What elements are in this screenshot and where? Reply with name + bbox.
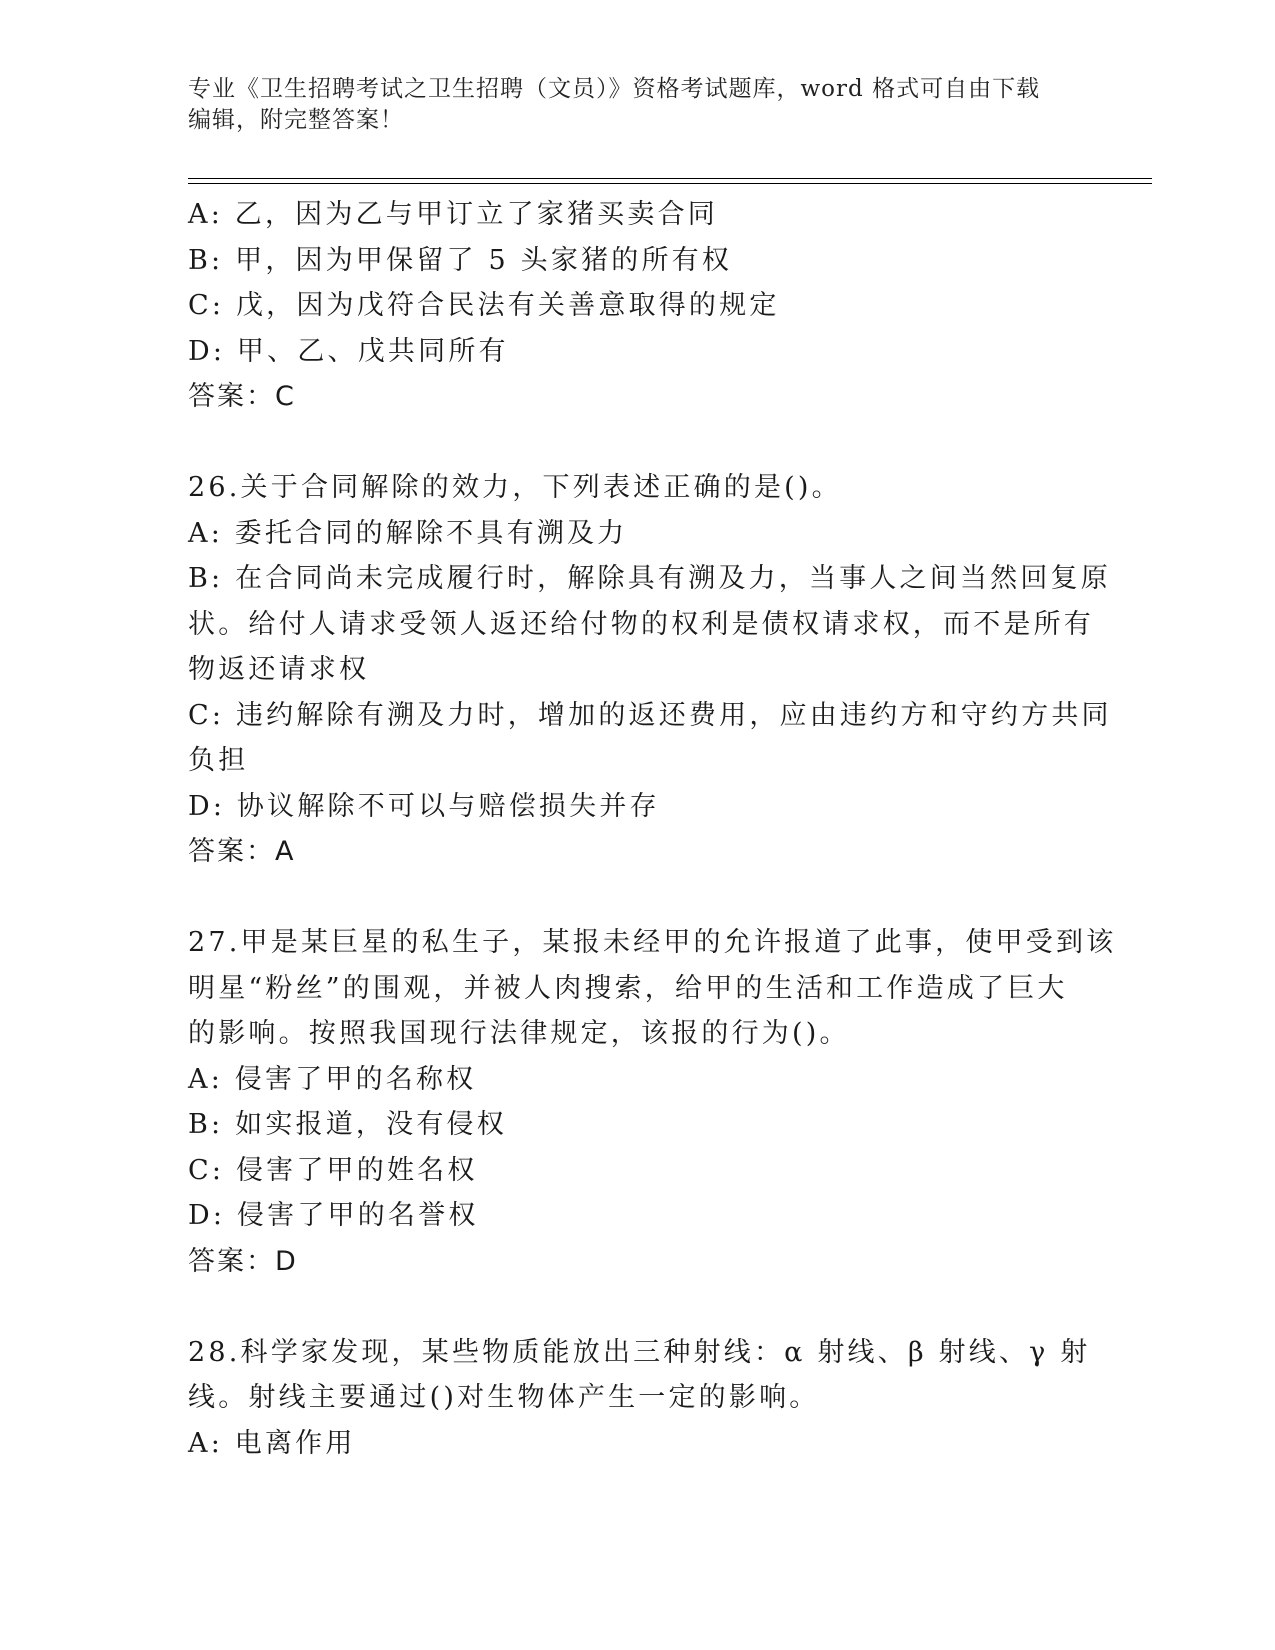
q25-answer: 答案：C — [188, 381, 296, 412]
q26-option-b-line-1: B: 在合同尚未完成履行时，解除具有溯及力，当事人之间当然回复原 — [188, 563, 1111, 594]
q28-stem-line-1: 28.科学家发现，某些物质能放出三种射线：α 射线、β 射线、γ 射 — [188, 1336, 1091, 1368]
q25-option-b: B: 甲，因为甲保留了 5 头家猪的所有权 — [188, 244, 733, 276]
q27-stem-line-1: 27.甲是某巨星的私生子，某报未经甲的允许报道了此事，使甲受到该 — [188, 927, 1117, 958]
q25-option-c: C: 戊，因为戊符合民法有关善意取得的规定 — [188, 290, 780, 321]
q26-stem: 26.关于合同解除的效力，下列表述正确的是()。 — [188, 472, 842, 503]
q25-option-d: D: 甲、乙、戊共同所有 — [188, 335, 509, 367]
q26-option-b-line-2: 状。给付人请求受领人返还给付物的权利是债权请求权，而不是所有 — [188, 608, 1094, 640]
spacer — [188, 1284, 1088, 1330]
q27-option-a: A: 侵害了甲的名称权 — [188, 1063, 477, 1095]
q27-stem-line-2: 明星“粉丝”的围观，并被人肉搜索，给甲的生活和工作造成了巨大 — [188, 972, 1068, 1004]
header-rule-top — [188, 178, 1152, 179]
header-line-2: 编辑，附完整答案！ — [188, 107, 404, 133]
q26-option-a: A: 委托合同的解除不具有溯及力 — [188, 517, 628, 549]
document-header — [188, 74, 1068, 136]
question-28 — [188, 1330, 1091, 1467]
q26-option-b-line-3: 物返还请求权 — [188, 654, 370, 685]
spacer — [188, 875, 1088, 921]
q27-stem-line-3: 的影响。按照我国现行法律规定，该报的行为()。 — [188, 1018, 850, 1049]
spacer — [188, 420, 1088, 466]
q27-answer: 答案：D — [188, 1245, 298, 1277]
q26-option-c-line-2: 负担 — [188, 745, 249, 776]
header-rule-bottom — [188, 183, 1152, 184]
question-26 — [188, 465, 1112, 875]
q25-option-a: A: 乙，因为乙与甲订立了家猪买卖合同 — [188, 199, 718, 230]
question-25 — [188, 192, 1088, 420]
q27-option-c: C: 侵害了甲的姓名权 — [188, 1154, 478, 1186]
q28-stem-line-2: 线。射线主要通过()对生物体产生一定的影响。 — [188, 1382, 820, 1413]
header-line-1: 专业《卫生招聘考试之卫生招聘（文员）》资格考试题库，word 格式可自由下载 — [188, 76, 1041, 102]
q26-answer: 答案：A — [188, 836, 296, 867]
q27-option-b: B: 如实报道，没有侵权 — [188, 1109, 507, 1140]
q28-option-a: A: 电离作用 — [188, 1427, 356, 1459]
q26-option-d: D: 协议解除不可以与赔偿损失并存 — [188, 790, 660, 822]
question-list — [188, 192, 1117, 1466]
q26-option-c-line-1: C: 违约解除有溯及力时，增加的返还费用，应由违约方和守约方共同 — [188, 699, 1112, 731]
q27-option-d: D: 侵害了甲的名誉权 — [188, 1200, 479, 1231]
question-27 — [188, 920, 1117, 1284]
